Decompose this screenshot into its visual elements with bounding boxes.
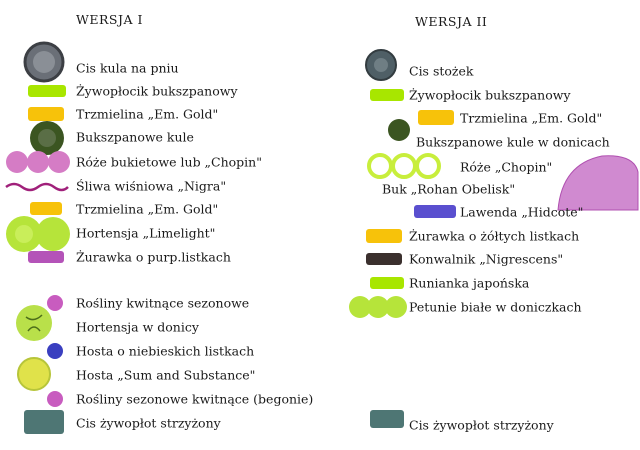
legend-item [0, 246, 320, 268]
legend-label: Rośliny sezonowe kwitnące (begonie) [76, 391, 314, 407]
dark-green-circle-icon [386, 117, 412, 143]
lime-pot-circle-icon [14, 303, 54, 343]
legend-item [330, 225, 640, 247]
legend-item [0, 175, 320, 197]
legend-label: Bukszpanowe kule w donicach [416, 134, 610, 150]
legend-label: Śliwa wiśniowa „Nigra" [76, 178, 227, 194]
legend-label: Cis stożek [409, 63, 474, 79]
legend-label: Żywopłocik bukszpanowy [409, 87, 571, 103]
legend-item [0, 80, 320, 102]
legend-label: Hosta o niebieskich listkach [76, 343, 255, 359]
legend-item [0, 364, 320, 386]
lavender-bar-icon [414, 205, 456, 218]
legend-item [330, 272, 640, 294]
legend-label: Cis żywopłot strzyżony [76, 415, 221, 431]
legend-item [0, 412, 320, 434]
legend-item [0, 57, 320, 79]
legend-label: Róże „Chopin" [460, 159, 553, 175]
legend-label: Cis żywopłot strzyżony [409, 417, 554, 433]
legend-label: Rośliny kwitnące sezonowe [76, 295, 250, 311]
legend-label: Runianka japońska [409, 275, 530, 291]
legend-item [330, 296, 640, 318]
legend-item [330, 248, 640, 270]
yellow-bar-icon [366, 229, 402, 243]
legend-label: Hortensja „Limelight" [76, 225, 216, 241]
column-title: WERSJA II [415, 14, 488, 29]
legend-label: Żurawka o żółtych listkach [409, 228, 580, 244]
legend-label: Żurawka o purp.listkach [76, 249, 231, 265]
pink-dot-icon [46, 390, 64, 408]
legend-item [0, 316, 320, 338]
teal-block-icon [370, 410, 404, 428]
lime-bar-icon [28, 85, 66, 97]
lime-bar-icon [370, 89, 404, 101]
lime-bar-icon [370, 277, 404, 289]
legend-label: Trzmielina „Em. Gold" [76, 106, 219, 122]
legend-item [0, 126, 320, 148]
legend-label: Buk „Rohan Obelisk" [382, 181, 516, 197]
yellow-green-circle-icon [16, 356, 52, 392]
legend-item [330, 178, 640, 200]
legend-label: Trzmielina „Em. Gold" [76, 201, 219, 217]
legend-label: Cis kula na pniu [76, 60, 179, 76]
legend-item [0, 151, 320, 173]
legend-label: Trzmielina „Em. Gold" [460, 110, 603, 126]
teal-block-icon [24, 410, 64, 434]
legend-label: Konwalnik „Nigrescens" [409, 251, 564, 267]
purple-bar-icon [28, 251, 64, 263]
legend-label: Lawenda „Hidcote" [460, 204, 584, 220]
legend-item [0, 222, 320, 244]
legend-label: Petunie białe w doniczkach [409, 299, 582, 315]
legend-item [330, 201, 640, 223]
legend-item [0, 388, 320, 410]
yellow-bar-icon [418, 110, 454, 125]
legend-item [330, 84, 640, 106]
gray-circle-icon [364, 48, 398, 82]
legend-item [330, 60, 640, 82]
legend-label: Bukszpanowe kule [76, 129, 194, 145]
legend-label: Hosta „Sum and Substance" [76, 367, 256, 383]
legend-label: Hortensja w donicy [76, 319, 199, 335]
dark-bar-icon [366, 253, 402, 265]
column-title: WERSJA I [76, 12, 143, 27]
gray-circle-icon [22, 40, 66, 84]
pink-circles-icon [4, 148, 72, 176]
lime-circles-icon [348, 294, 408, 320]
legend-item [330, 414, 640, 436]
purple-wave-icon [4, 179, 70, 193]
legend-label: Róże bukietowe lub „Chopin" [76, 154, 262, 170]
legend-label: Żywopłocik bukszpanowy [76, 83, 238, 99]
legend-item [330, 107, 640, 129]
